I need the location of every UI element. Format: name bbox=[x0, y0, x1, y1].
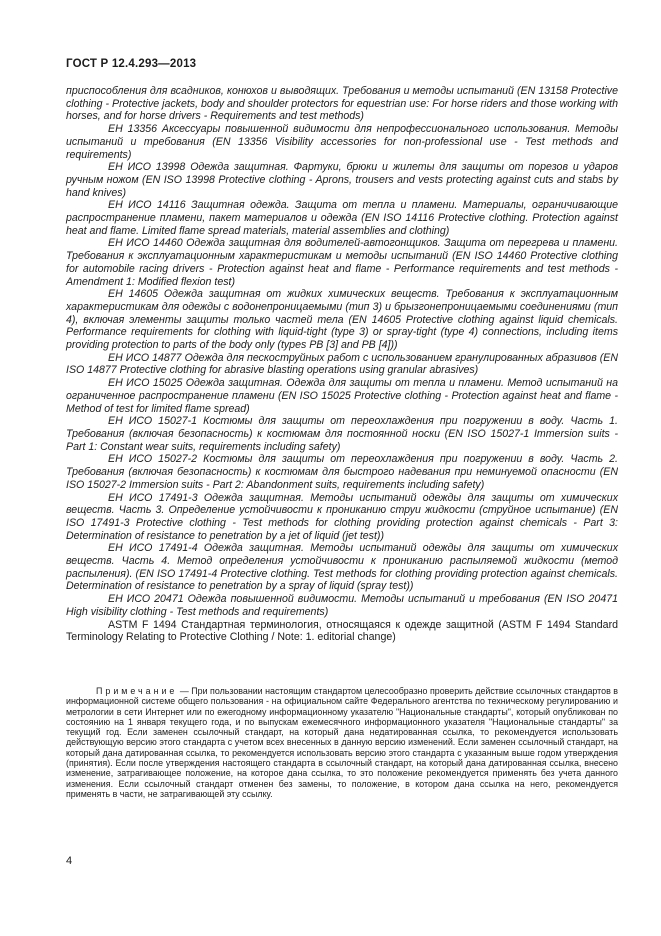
standard-reference: ЕН 14605 Одежда защитная от жидких химических веществ. Требования к эксплуатационным характеристикам для одежды с водонепроницаемыми (тип 3) и брызгонепроницаемыми соединениями (тип 4), включая элементы защиты только частей тела (EN 14605 Protective clothing against liquid chemicals. Performance requirements for clothing with liquid-tight (type 3) or spray-tight (type 4) connections, including items providing protection to parts of the body only (types PB [3] and PB [4])) bbox=[66, 288, 618, 352]
references-section bbox=[66, 85, 618, 644]
note-text: При пользовании настоящим стандартом целесообразно проверить действие ссылочных стандартов в информационной системе общего пользования - на официальном сайте Федерального агентства по техническому регулированию и метрологии в сети Интернет или по ежегодному информационному указателю "Национальные стандарты", который опубликован по состоянию на 1 января текущего года, и по выпускам ежемесячного информационного указателя "Национальные стандарты" за текущий год. Если заменен ссылочный стандарт, на который дана недатированная ссылка, то рекомендуется использовать действующую версию этого стандарта с учетом всех внесенных в данную версию изменений. Если заменен ссылочный стандарт, на который дана датированная ссылка, то рекомендуется использовать версию этого стандарта с указанным выше годом утверждения (принятия). Если после утверждения настоящего стандарта в ссылочный стандарт, на который дана датированная ссылка, внесено изменение, затрагивающее положение, на которое дана ссылка, то это положение рекомендуется применять без учета данного изменения. Если ссылочный стандарт отменен без замены, то положение, в котором дана ссылка на него, рекомендуется применять в части, не затрагивающей эту ссылку. bbox=[66, 686, 618, 799]
standard-reference: ЕН ИСО 15025 Одежда защитная. Одежда для защиты от тепла и пламени. Метод испытаний на ограниченное распространение пламени (EN ISO 15025 Protective clothing - Protection against heat and flame - Method of test for limited flame spread) bbox=[66, 377, 618, 415]
standard-reference: ЕН ИСО 14116 Защитная одежда. Защита от тепла и пламени. Материалы, ограничивающие распространение пламени, пакет материалов и одежда (EN ISO 14116 Protective clothing. Protection against heat and flame. Limited flame spread materials, material assemblies and clothing) bbox=[66, 199, 618, 237]
standard-reference: ЕН 13356 Аксессуары повышенной видимости для непрофессионального использования. Методы испытаний и требования (EN 13356 Visibility accessories for non-professional use - Test methods and requirements) bbox=[66, 123, 618, 161]
standard-reference: ЕН ИСО 14460 Одежда защитная для водителей-автогонщиков. Защита от перегрева и пламени. Требования к эксплуатационным характеристикам и методы испытаний (EN ISO 14460 Protective clothing for automobile racing drivers - Protection against heat and flame - Performance requirements and test methods - Amendment 1: Modified flexion test) bbox=[66, 237, 618, 288]
standard-reference: ASTM F 1494 Стандартная терминология, относящаяся к одежде защитной (ASTM F 1494 Standard Terminology Relating to Protective Clothing / Note: 1. editorial change) bbox=[66, 618, 618, 644]
standard-reference: ЕН ИСО 15027-1 Костюмы для защиты от переохлаждения при погружении в воду. Часть 1. Требования (включая безопасность) к костюмам для постоянной носки (EN ISO 15027-1 Immersion suits - Part 1: Constant wear suits, requirements including safety) bbox=[66, 415, 618, 453]
standard-reference: приспособления для всадников, конюхов и выводящих. Требования и методы испытаний (EN 13158 Protective clothing - Protective jackets, body and shoulder protectors for equestrian use: For horse riders and those working with horses, and for horse drivers - Requirements and test methods) bbox=[66, 85, 618, 123]
note-dash: — bbox=[177, 686, 192, 696]
note-paragraph bbox=[66, 686, 618, 799]
standard-reference: ЕН ИСО 13998 Одежда защитная. Фартуки, брюки и жилеты для защиты от порезов и ударов ручным ножом (EN ISO 13998 Protective clothing - Aprons, trousers and vests protecting against cuts and stabs by hand knives) bbox=[66, 161, 618, 199]
standard-reference: ЕН ИСО 17491-3 Одежда защитная. Методы испытаний одежды для защиты от химических веществ. Часть 3. Определение устойчивости к прониканию струи жидкости (струйное испытание) (EN ISO 17491-3 Protective clothing - Test methods for clothing providing protection against chemicals - Part 3: Determination of resistance to penetration by a jet of liquid (jet test)) bbox=[66, 491, 618, 542]
standard-reference: ЕН ИСО 14877 Одежда для пескоструйных работ с использованием гранулированных абразивов (EN ISO 14877 Protective clothing for abrasive blasting operations using granular abrasives) bbox=[66, 351, 618, 377]
page-number: 4 bbox=[66, 855, 73, 867]
standard-reference: ЕН ИСО 17491-4 Одежда защитная. Методы испытаний одежды для защиты от химических веществ. Часть 4. Метод определения устойчивости к прониканию распыляемой жидкости (метод распыления). (EN ISO 17491-4 Protective clothing. Test methods for clothing providing protection against chemicals. Determination of resistance to penetration by a spray of liquid (spray test)) bbox=[66, 542, 618, 593]
document-header-title: ГОСТ Р 12.4.293—2013 bbox=[66, 58, 197, 70]
standard-reference: ЕН ИСО 20471 Одежда повышенной видимости. Методы испытаний и требования (EN ISO 20471 High visibility clothing - Test methods and requirements) bbox=[66, 593, 618, 618]
standard-reference: ЕН ИСО 15027-2 Костюмы для защиты от переохлаждения при погружении в воду. Часть 2. Требования (включая безопасность) к костюмам для быстрого надевания при неминуемой опасности (EN ISO 15027-2 Immersion suits - Part 2: Abandonment suits, requirements including safety) bbox=[66, 453, 618, 491]
note-label: Примечание bbox=[96, 686, 178, 696]
